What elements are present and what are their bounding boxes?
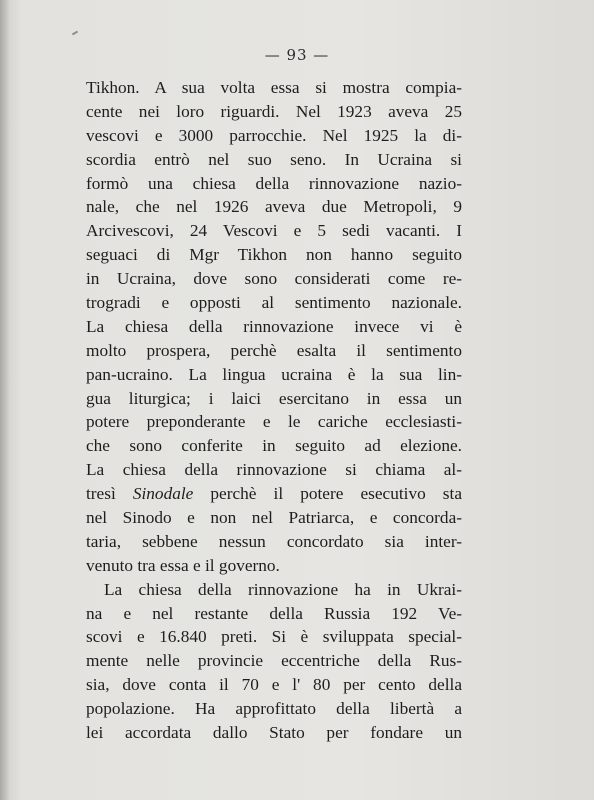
- text-line: La chiesa della rinnovazione invece vi è: [86, 316, 462, 336]
- text-line: popolazione. Ha approfittato della libertà a: [86, 699, 462, 719]
- text-line: pan-ucraino. La lingua ucraina è la sua lin-: [86, 364, 462, 384]
- text-segment: perchè il potere esecutivo sta: [193, 484, 463, 504]
- text-line: Arcivescovi, 24 Vescovi e 5 sedi vacanti. I: [86, 221, 462, 241]
- text-line: in Ucraina, dove sono considerati come re-: [86, 269, 462, 289]
- text-segment: tresì: [86, 484, 133, 504]
- text-line: seguaci di Mgr Tikhon non hanno seguito: [86, 245, 462, 265]
- text-line: gua liturgica; i laici esercitano in essa un: [86, 388, 462, 408]
- text-line: trogradi e opposti al sentimento nazionale.: [86, 293, 462, 313]
- page-number: — 93 —: [264, 46, 330, 64]
- text-line: Tikhon. A sua volta essa si mostra compia-: [86, 78, 462, 97]
- text-line: che sono conferite in seguito ad elezione.: [86, 436, 462, 456]
- text-line: sia, dove conta il 70 e l' 80 per cento della: [86, 675, 462, 695]
- text-line: na e nel restante della Russia 192 Ve-: [86, 603, 462, 623]
- text-line: La chiesa della rinnovazione si chiama al-: [86, 460, 462, 480]
- body-text: [86, 76, 462, 745]
- text-line: scovi e 16.840 preti. Si è sviluppata special-: [86, 627, 462, 647]
- text-line: potere preponderante e le cariche ecclesiasti-: [86, 412, 462, 432]
- text-line: molto prospera, perchè esalta il sentimento: [86, 340, 462, 360]
- text-line: La chiesa della rinnovazione ha in Ukrai-: [104, 579, 462, 599]
- text-line: nale, che nel 1926 aveva due Metropoli, 9: [86, 197, 462, 217]
- text-line: taria, sebbene nessun concordato sia inter-: [86, 531, 462, 551]
- paper-speck: [72, 31, 78, 36]
- text-line: scordia entrò nel suo seno. In Ucraina si: [86, 149, 462, 169]
- text-line: mente nelle provincie eccentriche della Rus-: [86, 651, 462, 671]
- italic-term: Sinodale: [132, 484, 194, 504]
- text-line: nel Sinodo e non nel Patriarca, e concorda-: [86, 508, 462, 528]
- text-line: cente nei loro riguardi. Nel 1923 aveva 25: [86, 101, 462, 121]
- text-line-with-italic: [86, 482, 462, 506]
- text-line: venuto tra essa e il governo.: [86, 555, 280, 575]
- text-line: formò una chiesa della rinnovazione nazio-: [86, 173, 462, 193]
- text-line: vescovi e 3000 parrocchie. Nel 1925 la di-: [86, 125, 462, 145]
- text-line: lei accordata dallo Stato per fondare un: [86, 723, 462, 743]
